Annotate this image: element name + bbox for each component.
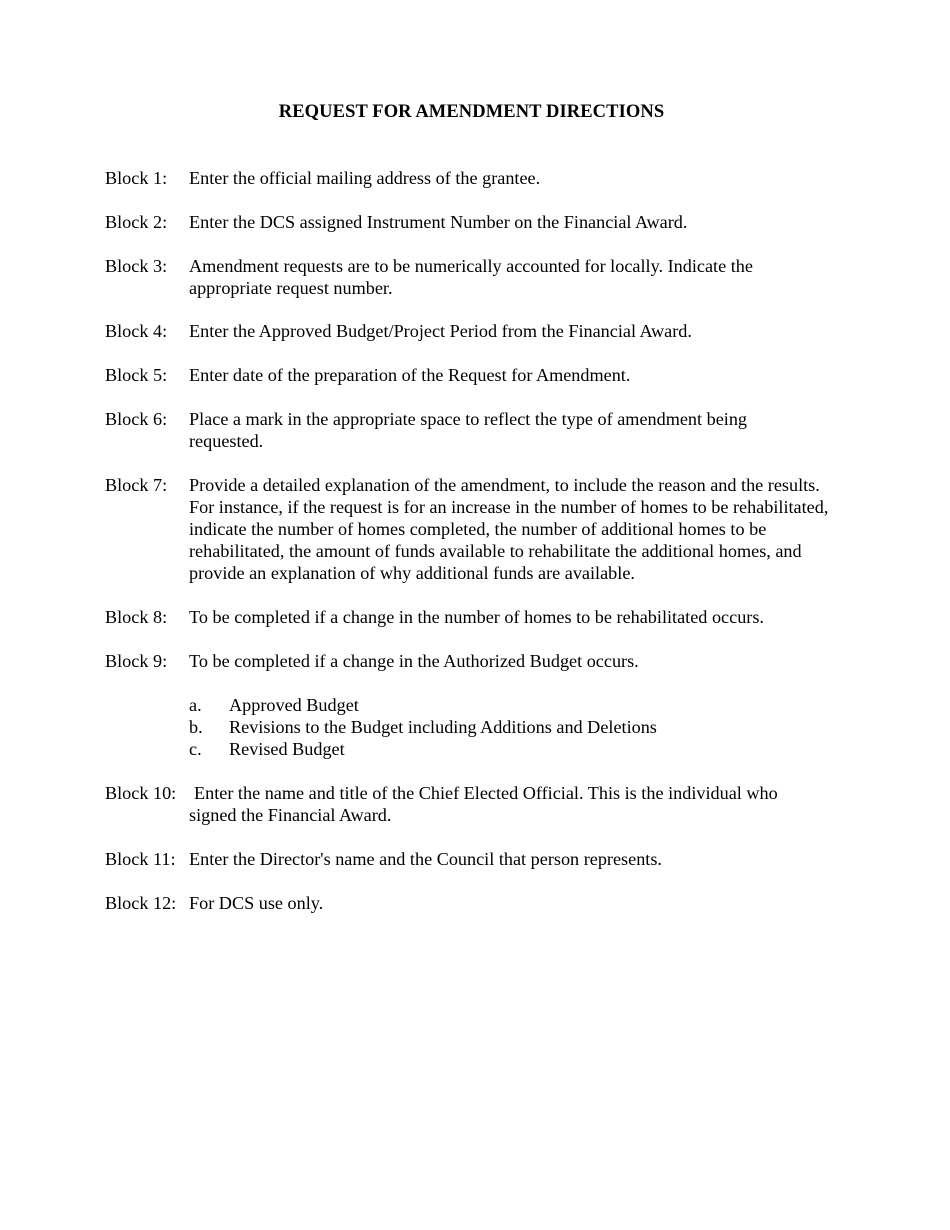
block-text: For DCS use only.	[189, 893, 324, 913]
block-text: To be completed if a change in the Authorized Budget occurs.	[189, 651, 639, 671]
block-label: Block 9:	[105, 651, 168, 671]
block-label: Block 10:	[105, 783, 177, 803]
block-label: Block 11:	[105, 849, 176, 869]
block-text: Enter date of the preparation of the Request for Amendment.	[189, 365, 631, 385]
list-item-text: Revised Budget	[229, 739, 345, 759]
list-item-text: Approved Budget	[229, 695, 359, 715]
page-title: REQUEST FOR AMENDMENT DIRECTIONS	[278, 102, 665, 122]
block-text: Enter the Approved Budget/Project Period from the Financial Award.	[189, 321, 692, 341]
list-letter: a.	[189, 695, 202, 715]
block-text: Enter the Director's name and the Council that person represents.	[189, 849, 662, 869]
block-text: Place a mark in the appropriate space to reflect the type of amendment being requested.	[189, 409, 748, 451]
block-label: Block 6:	[105, 409, 168, 429]
block-label: Block 8:	[105, 607, 168, 627]
list-letter: c.	[189, 739, 202, 759]
block-label: Block 7:	[105, 475, 168, 495]
block-label: Block 12:	[105, 893, 177, 913]
block-text: Enter the DCS assigned Instrument Number on the Financial Award.	[189, 212, 688, 232]
block-text: Enter the official mailing address of the grantee.	[189, 168, 541, 188]
block-label: Block 4:	[105, 321, 168, 341]
block-text: Amendment requests are to be numerically accounted for locally. Indicate the appropriate request number.	[189, 256, 753, 298]
list-item-text: Revisions to the Budget including Additions and Deletions	[229, 717, 657, 737]
block-text: To be completed if a change in the number of homes to be rehabilitated occurs.	[189, 607, 764, 627]
block-text-line-1: Enter the name and title of the Chief Elected Official. This is the individual who	[194, 783, 778, 803]
block-text-line-2: signed the Financial Award.	[189, 805, 392, 825]
block-label: Block 2:	[105, 212, 168, 232]
block-label: Block 3:	[105, 256, 168, 276]
block-label: Block 5:	[105, 365, 168, 385]
block-label: Block 1:	[105, 168, 168, 188]
list-letter: b.	[189, 717, 203, 737]
block-text: Provide a detailed explanation of the amendment, to include the reason and the results. For instance, if the request is for an increase in the number of homes to be rehabilitated, indicate the number of homes completed, the number of additional homes to be rehabilitated, the amount of funds available to rehabilitate the additional homes, and provide an explanation of why additional funds are available.	[189, 475, 829, 583]
